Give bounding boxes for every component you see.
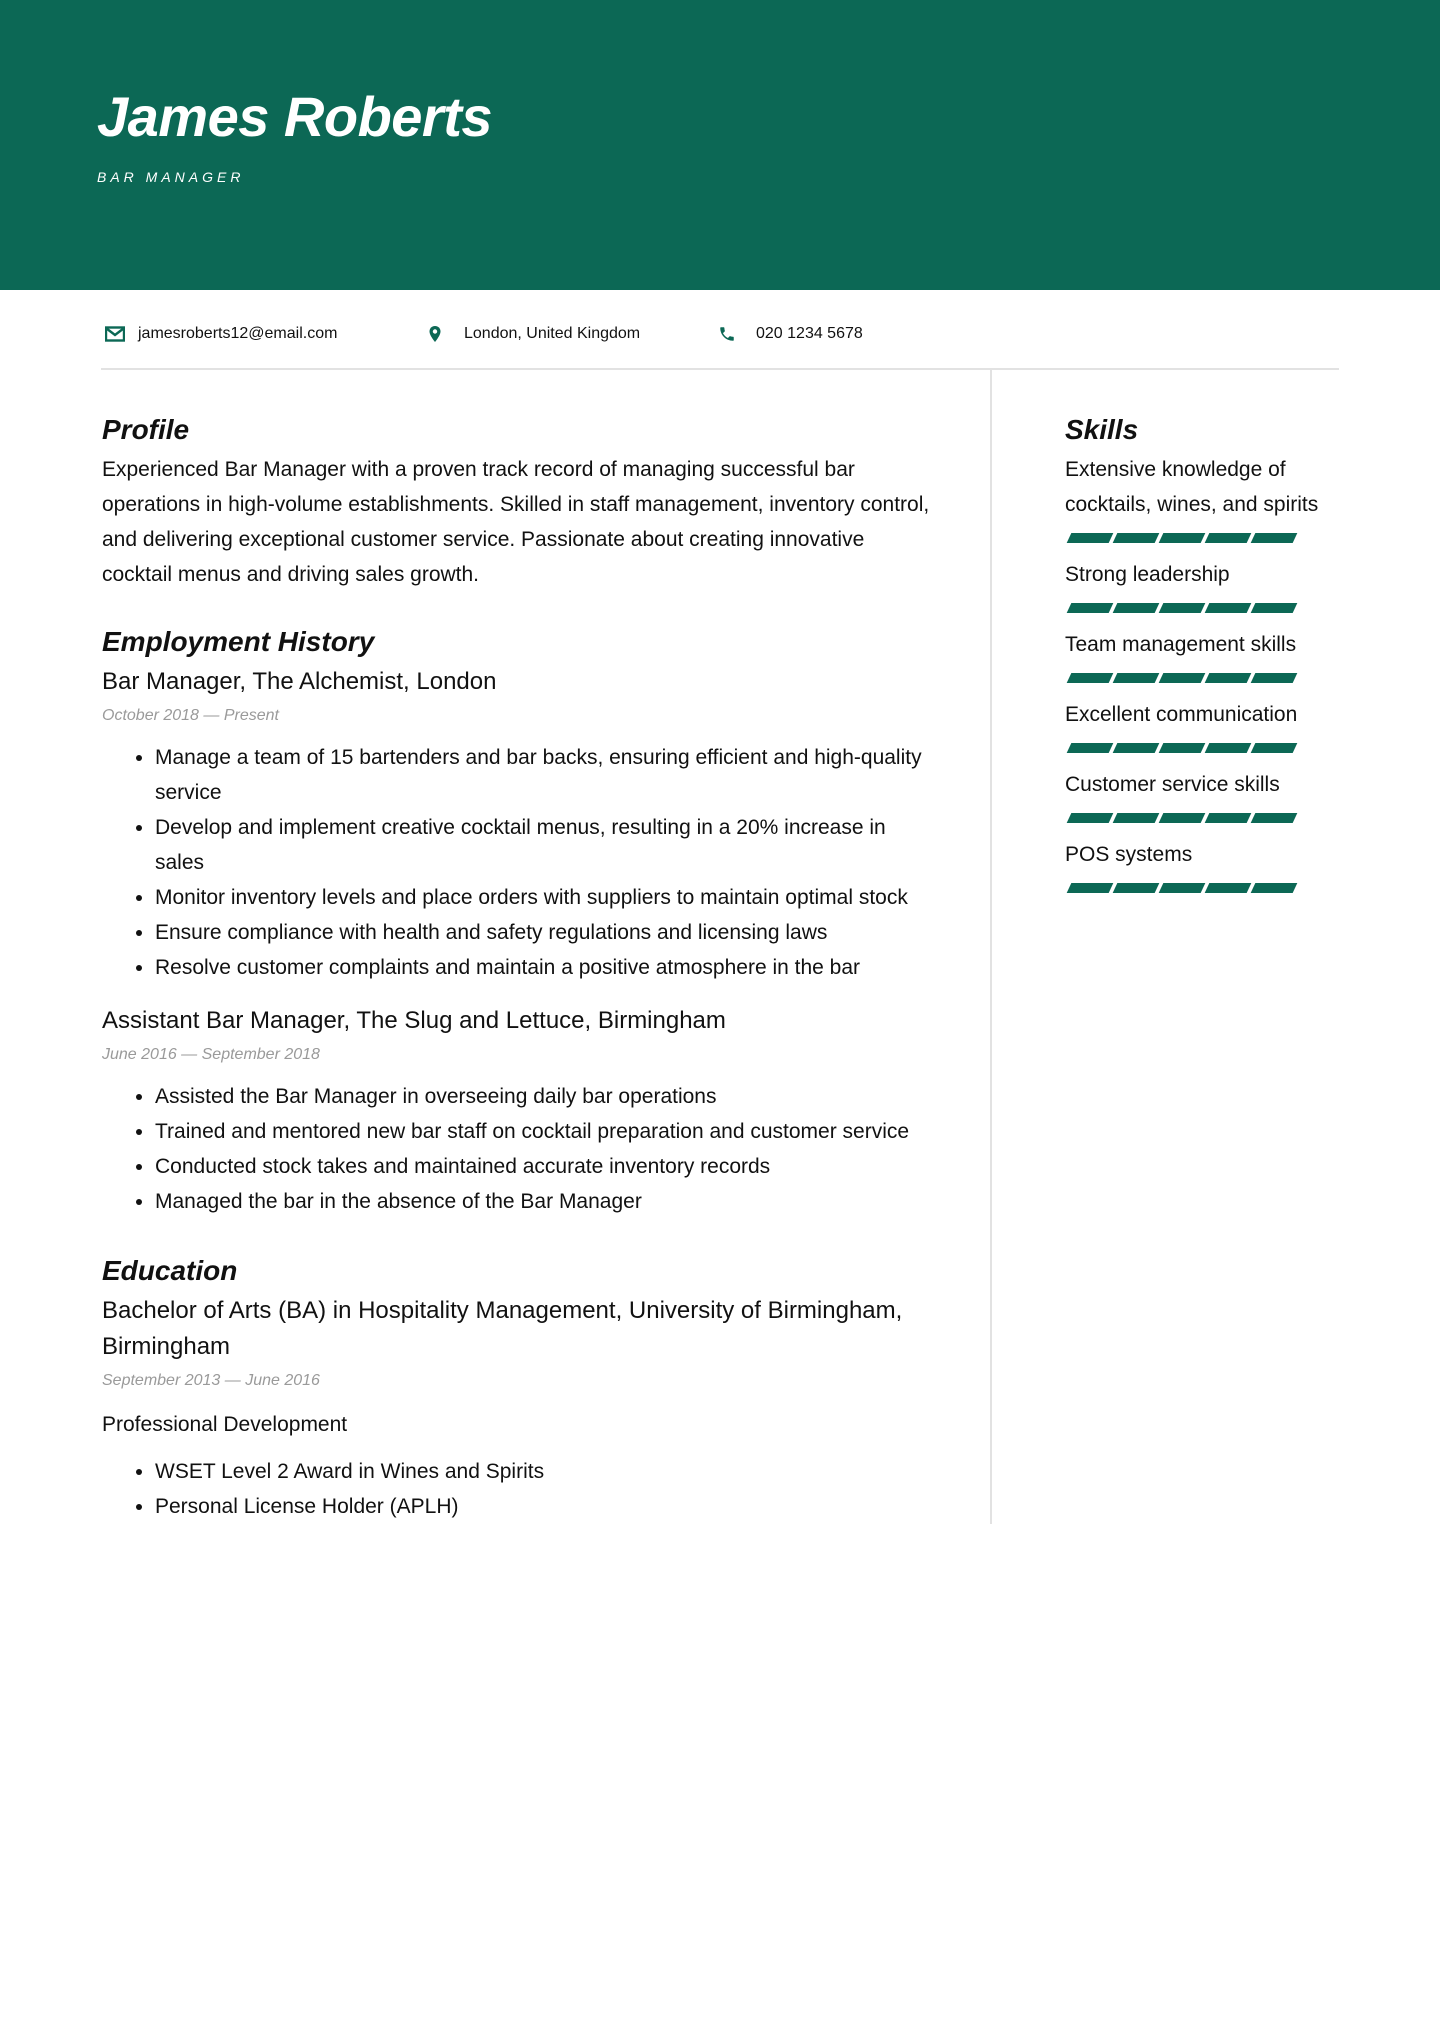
column-divider xyxy=(990,370,992,1524)
skill-level-segment xyxy=(1251,603,1298,613)
skill-level-segment xyxy=(1251,813,1298,823)
skill-level-segment xyxy=(1159,813,1206,823)
job-bullets xyxy=(102,740,932,985)
skill-level-segment xyxy=(1205,883,1252,893)
skill-level-bar xyxy=(1065,603,1295,613)
skill-level-segment xyxy=(1067,813,1114,823)
development-bullets xyxy=(102,1454,932,1524)
skill-level-segment xyxy=(1251,743,1298,753)
map-pin-icon xyxy=(424,323,446,345)
skill-level-segment xyxy=(1113,743,1160,753)
skill-name: Excellent communication xyxy=(1065,703,1298,726)
skill-level-segment xyxy=(1205,533,1252,543)
skill-item xyxy=(1065,837,1340,893)
skill-level-bar xyxy=(1065,883,1295,893)
list-item: • Managed the bar in the absence of the Bar Manager xyxy=(155,1184,932,1219)
skill-item xyxy=(1065,697,1340,753)
skill-item xyxy=(1065,767,1340,823)
skill-level-segment xyxy=(1251,533,1298,543)
list-item: • Resolve customer complaints and maintain a positive atmosphere in the bar xyxy=(155,950,932,985)
skill-name: Extensive knowledge of cocktails, wines, and spirits xyxy=(1065,458,1319,516)
list-item: • Develop and implement creative cocktail menus, resulting in a 20% increase in sales xyxy=(155,810,932,880)
education-section xyxy=(102,1249,932,1524)
skill-level-bar xyxy=(1065,743,1295,753)
phone-text[interactable]: 020 1234 5678 xyxy=(756,325,863,342)
skill-level-segment xyxy=(1067,533,1114,543)
skill-level-segment xyxy=(1113,673,1160,683)
skill-level-segment xyxy=(1159,603,1206,613)
skill-name: Team management skills xyxy=(1065,633,1297,656)
skill-level-segment xyxy=(1205,813,1252,823)
job-dates: June 2016 — September 2018 xyxy=(102,1046,320,1063)
skill-item xyxy=(1065,557,1340,613)
header-banner xyxy=(0,0,1440,290)
profile-summary: Experienced Bar Manager with a proven track record of managing successful bar operations in high-volume establishments. Skilled in staff management, inventory control, and delivering exceptional customer service. Passionate about creating innovative cocktail menus and driving sales growth. xyxy=(102,458,930,586)
employment-section xyxy=(102,620,932,1219)
contact-phone xyxy=(716,320,863,348)
main-column xyxy=(102,408,932,1524)
skill-level-segment xyxy=(1205,603,1252,613)
job-bullets xyxy=(102,1079,932,1219)
contact-location xyxy=(424,320,640,348)
profile-heading: Profile xyxy=(102,414,190,445)
email-text[interactable]: jamesroberts12@email.com xyxy=(138,325,338,342)
job-dates: October 2018 — Present xyxy=(102,707,279,724)
skill-level-segment xyxy=(1159,743,1206,753)
skill-level-segment xyxy=(1251,673,1298,683)
job-role: BAR MANAGER xyxy=(97,169,245,185)
degree-title: Bachelor of Arts (BA) in Hospitality Management, University of Birmingham, Birmingham xyxy=(102,1297,903,1360)
skill-level-bar xyxy=(1065,673,1295,683)
skill-level-segment xyxy=(1067,743,1114,753)
profile-section xyxy=(102,408,932,592)
job-entry xyxy=(102,1003,932,1219)
envelope-icon xyxy=(104,323,126,345)
skill-level-segment xyxy=(1159,533,1206,543)
education-heading: Education xyxy=(102,1255,238,1286)
skill-level-segment xyxy=(1067,673,1114,683)
list-item: • Assisted the Bar Manager in overseeing daily bar operations xyxy=(155,1079,932,1114)
skills-heading: Skills xyxy=(1065,414,1139,445)
skill-level-segment xyxy=(1113,883,1160,893)
list-item: • Personal License Holder (APLH) xyxy=(155,1489,932,1524)
skill-item xyxy=(1065,627,1340,683)
list-item: • Ensure compliance with health and safety regulations and licensing laws xyxy=(155,915,932,950)
education-dates: September 2013 — June 2016 xyxy=(102,1372,320,1389)
list-item: • Trained and mentored new bar staff on cocktail preparation and customer service xyxy=(155,1114,932,1149)
skill-level-segment xyxy=(1067,883,1114,893)
skill-level-segment xyxy=(1205,743,1252,753)
location-text: London, United Kingdom xyxy=(464,325,641,342)
list-item: • Monitor inventory levels and place orders with suppliers to maintain optimal stock xyxy=(155,880,932,915)
skill-name: Strong leadership xyxy=(1065,563,1230,586)
skills-column xyxy=(1065,408,1340,907)
skill-level-bar xyxy=(1065,533,1295,543)
job-title: Assistant Bar Manager, The Slug and Lettuce, Birmingham xyxy=(102,1007,726,1034)
skill-level-segment xyxy=(1205,673,1252,683)
skill-level-segment xyxy=(1159,673,1206,683)
skill-level-segment xyxy=(1113,603,1160,613)
skill-level-segment xyxy=(1067,603,1114,613)
contact-email xyxy=(104,320,337,348)
job-title: Bar Manager, The Alchemist, London xyxy=(102,668,497,695)
skill-name: Customer service skills xyxy=(1065,773,1280,796)
skill-level-segment xyxy=(1251,883,1298,893)
contact-divider xyxy=(101,368,1339,370)
employment-heading: Employment History xyxy=(102,626,375,657)
skill-item xyxy=(1065,452,1340,543)
list-item: • WSET Level 2 Award in Wines and Spirits xyxy=(155,1454,932,1489)
job-entry xyxy=(102,664,932,985)
skill-level-segment xyxy=(1113,813,1160,823)
skill-level-segment xyxy=(1113,533,1160,543)
skill-level-segment xyxy=(1159,883,1206,893)
phone-icon xyxy=(716,323,738,345)
list-item: • Conducted stock takes and maintained accurate inventory records xyxy=(155,1149,932,1184)
skill-name: POS systems xyxy=(1065,843,1193,866)
skill-level-bar xyxy=(1065,813,1295,823)
professional-development-heading: Professional Development xyxy=(102,1413,348,1436)
candidate-name: James Roberts xyxy=(97,85,493,148)
list-item: • Manage a team of 15 bartenders and bar backs, ensuring efficient and high-quality service xyxy=(155,740,932,810)
